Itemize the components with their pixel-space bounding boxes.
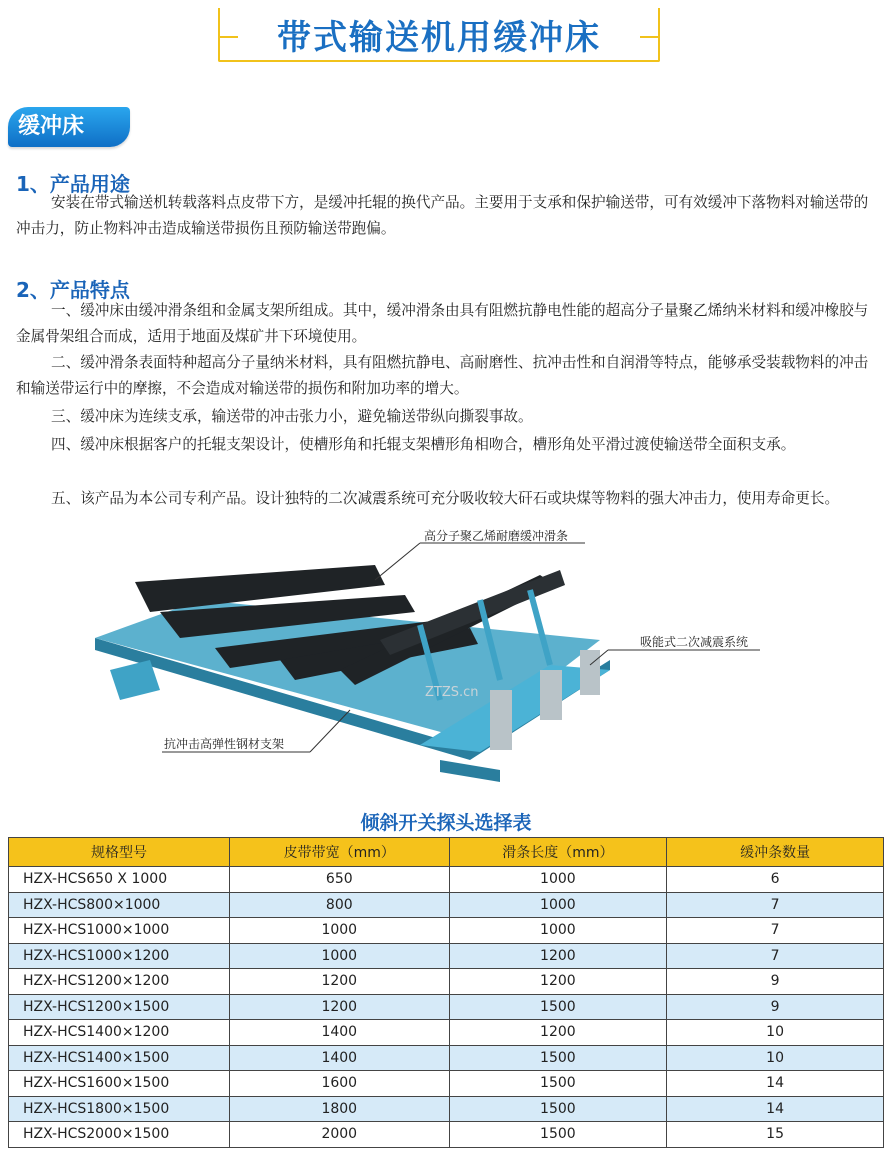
cell-strip-length: 1200 xyxy=(449,969,667,995)
cell-model: HZX-HCS1200×1500 xyxy=(9,994,230,1020)
cell-strip-length: 1000 xyxy=(449,892,667,918)
section-label: 缓冲床 xyxy=(8,107,130,147)
cell-strip-count: 14 xyxy=(667,1096,884,1122)
header-belt-width: 皮带带宽（mm） xyxy=(230,838,450,867)
callout-slide-strip: 高分子聚乙烯耐磨缓冲滑条 xyxy=(424,529,569,543)
cell-model: HZX-HCS1200×1200 xyxy=(9,969,230,995)
feature-item-4: 四、缓冲床根据客户的托辊支架设计，使槽形角和托辊支架槽形角相吻合，槽形角处平滑过渡使输送带全面积支承。 xyxy=(51,436,796,453)
table-row xyxy=(9,1020,884,1046)
cell-strip-count: 7 xyxy=(667,892,884,918)
cell-strip-count: 10 xyxy=(667,1020,884,1046)
cell-strip-length: 1200 xyxy=(449,1020,667,1046)
callout-steel-frame: 抗冲击高弹性钢材支架 xyxy=(164,737,285,751)
cell-model: HZX-HCS800×1000 xyxy=(9,892,230,918)
cell-strip-count: 15 xyxy=(667,1122,884,1148)
feature-item-3: 三、缓冲床为连续支承，输送带的冲击张力小，避免输送带纵向撕裂事故。 xyxy=(51,408,533,425)
cell-belt-width: 800 xyxy=(230,892,450,918)
spring-3 xyxy=(580,650,600,695)
header-strip-count: 缓冲条数量 xyxy=(667,838,884,867)
table-row xyxy=(9,1071,884,1097)
spring-1 xyxy=(490,690,512,750)
cell-strip-count: 9 xyxy=(667,994,884,1020)
frame-leg-front xyxy=(440,760,500,782)
cell-model: HZX-HCS1400×1200 xyxy=(9,1020,230,1046)
cell-belt-width: 2000 xyxy=(230,1122,450,1148)
cell-belt-width: 1200 xyxy=(230,969,450,995)
cell-model: HZX-HCS2000×1500 xyxy=(9,1122,230,1148)
cell-belt-width: 1400 xyxy=(230,1020,450,1046)
usage-heading: 1、产品用途 xyxy=(16,172,130,196)
table-row xyxy=(9,918,884,944)
cell-strip-length: 1000 xyxy=(449,918,667,944)
feature-item-2: 二、缓冲滑条表面特种超高分子量纳米材料，具有阻燃抗静电、高耐磨性、抗冲击性和自润滑等特点，能够承受装载物料的冲击和输送带运行中的摩擦，不会造成对输送带的损伤和附加功率的增大。 xyxy=(16,354,869,397)
buffer-bed-illustration xyxy=(0,520,892,800)
watermark: ZTZS.cn xyxy=(425,685,479,700)
table-row xyxy=(9,867,884,893)
cell-belt-width: 1200 xyxy=(230,994,450,1020)
spring-2 xyxy=(540,670,562,720)
table-row xyxy=(9,1045,884,1071)
cell-strip-length: 1500 xyxy=(449,1122,667,1148)
cell-strip-count: 10 xyxy=(667,1045,884,1071)
cell-strip-length: 1000 xyxy=(449,867,667,893)
table-row xyxy=(9,943,884,969)
header-model: 规格型号 xyxy=(9,838,230,867)
cell-strip-count: 7 xyxy=(667,943,884,969)
cell-strip-count: 9 xyxy=(667,969,884,995)
cell-model: HZX-HCS1000×1200 xyxy=(9,943,230,969)
cell-strip-length: 1500 xyxy=(449,1071,667,1097)
table-row xyxy=(9,1096,884,1122)
cell-model: HZX-HCS1000×1000 xyxy=(9,918,230,944)
cell-belt-width: 1400 xyxy=(230,1045,450,1071)
product-diagram xyxy=(0,520,892,800)
cell-belt-width: 1000 xyxy=(230,943,450,969)
cell-strip-count: 7 xyxy=(667,918,884,944)
cell-strip-count: 14 xyxy=(667,1071,884,1097)
title-banner xyxy=(0,0,892,80)
cell-model: HZX-HCS650 X 1000 xyxy=(9,867,230,893)
cell-strip-length: 1500 xyxy=(449,1045,667,1071)
cell-model: HZX-HCS1400×1500 xyxy=(9,1045,230,1071)
feature-item-1: 一、缓冲床由缓冲滑条组和金属支架所组成。其中，缓冲滑条由具有阻燃抗静电性能的超高分子量聚乙烯纳米材料和缓冲橡胶与金属骨架组合而成，适用于地面及煤矿井下环境使用。 xyxy=(16,302,869,345)
cell-strip-length: 1500 xyxy=(449,994,667,1020)
callout-leader-slide xyxy=(375,543,420,580)
cell-model: HZX-HCS1600×1500 xyxy=(9,1071,230,1097)
cell-strip-count: 6 xyxy=(667,867,884,893)
spec-table xyxy=(8,837,884,1148)
table-row xyxy=(9,1122,884,1148)
callout-damping-system: 吸能式二次减震系统 xyxy=(640,635,749,649)
page-title: 带式输送机用缓冲床 xyxy=(277,18,601,58)
table-row xyxy=(9,892,884,918)
cell-belt-width: 1800 xyxy=(230,1096,450,1122)
table-title: 倾斜开关探头选择表 xyxy=(360,812,532,834)
feature-item-5: 五、该产品为本公司专利产品。设计独特的二次减震系统可充分吸收较大矸石或块煤等物料的强大冲击力，使用寿命更长。 xyxy=(51,490,840,507)
table-header-row xyxy=(9,838,884,867)
cell-belt-width: 1600 xyxy=(230,1071,450,1097)
usage-text: 安装在带式输送机转载落料点皮带下方，是缓冲托辊的换代产品。主要用于支承和保护输送带，可有效缓冲下落物料对输送带的冲击力，防止物料冲击造成输送带损伤且预防输送带跑偏。 xyxy=(16,194,869,237)
cell-belt-width: 1000 xyxy=(230,918,450,944)
table-row xyxy=(9,969,884,995)
cell-model: HZX-HCS1800×1500 xyxy=(9,1096,230,1122)
cell-strip-length: 1200 xyxy=(449,943,667,969)
cell-strip-length: 1500 xyxy=(449,1096,667,1122)
cell-belt-width: 650 xyxy=(230,867,450,893)
header-strip-length: 滑条长度（mm） xyxy=(449,838,667,867)
features-heading: 2、产品特点 xyxy=(16,278,130,302)
table-row xyxy=(9,994,884,1020)
